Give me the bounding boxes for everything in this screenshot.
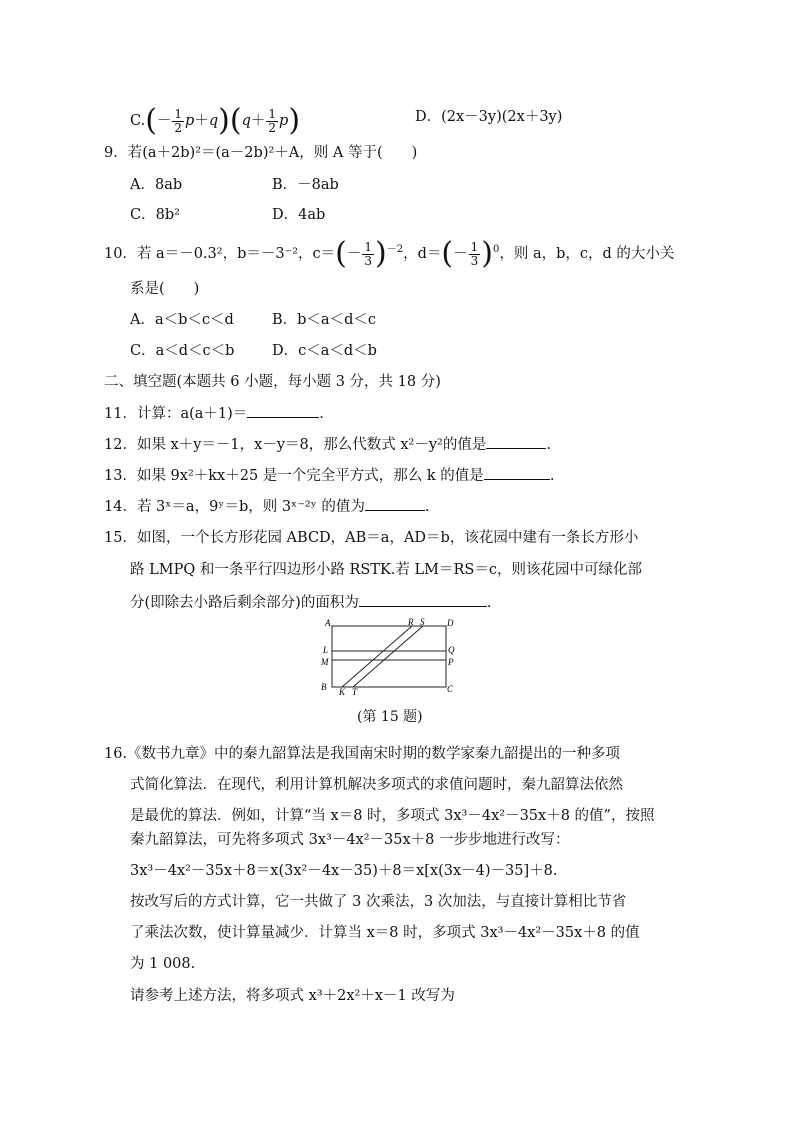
label-b: B bbox=[321, 682, 327, 692]
label-k: K bbox=[339, 687, 346, 696]
q16-line4: 秦九韶算法，可先将多项式 3x³－4x²－35x＋8 一步步地进行改写： bbox=[130, 832, 570, 848]
label-t: T bbox=[352, 687, 358, 696]
label-c: C bbox=[447, 684, 454, 694]
q16-line6: 按改写后的方式计算，它一共做了 3 次乘法，3 次加法，与直接计算相比节省 bbox=[130, 894, 627, 910]
q9-option-a: A．8ab bbox=[130, 177, 183, 193]
garden-figure bbox=[316, 616, 466, 696]
label-r: R bbox=[408, 617, 414, 627]
q10-stem-mid: ，d＝ bbox=[403, 246, 442, 262]
path-line-ts bbox=[353, 626, 423, 687]
q16-line3: 是最优的算法．例如，计算“当 x＝8 时，多项式 3x³－4x²－35x＋8 的值”，按照 bbox=[130, 808, 655, 824]
paren-close: ) bbox=[375, 236, 387, 271]
q12-end: . bbox=[546, 437, 551, 453]
q16-line2: 式简化算法．在现代，利用计算机解决多项式的求值问题时，秦九韶算法依然 bbox=[130, 777, 623, 793]
q10-option-d: D．c＜a＜d＜b bbox=[272, 343, 377, 359]
q10-stem: 10．若 a＝－0.3²，b＝－3⁻²，c＝(－ $\frac{1}{3}$ )$^{-2}$，d＝(－ $\frac{1}{3}$ )$^0$，则 a，b，c，d 的大小关 bbox=[104, 236, 675, 271]
path-line-kr bbox=[342, 626, 412, 687]
label-d: D bbox=[447, 618, 454, 628]
q15-line3-text: 分(即除去小路后剩余部分)的面积为 bbox=[130, 595, 359, 611]
answer-blank[interactable] bbox=[247, 403, 319, 418]
fraction-third: $\frac{1}{3}$ bbox=[364, 239, 373, 268]
q10-option-b: B．b＜a＜d＜c bbox=[272, 312, 376, 328]
answer-blank[interactable] bbox=[365, 496, 425, 511]
q10-line2: 系是( ) bbox=[130, 281, 200, 297]
paren-close: ) bbox=[481, 236, 493, 271]
fraction-third: $\frac{1}{3}$ bbox=[470, 239, 479, 268]
paren-close: ) bbox=[218, 103, 230, 138]
garden-rect bbox=[332, 626, 446, 687]
label-a: A bbox=[325, 618, 331, 628]
fraction-half: $\frac{1}{2}$ bbox=[174, 106, 183, 135]
q13 bbox=[104, 465, 554, 486]
q8-c-label: C. bbox=[130, 113, 146, 129]
q10-option-a: A．a＜b＜c＜d bbox=[130, 312, 234, 328]
q16-line8: 为 1 008. bbox=[130, 956, 196, 972]
q15-line3 bbox=[130, 592, 491, 613]
q11-end: . bbox=[319, 406, 324, 422]
answer-blank[interactable] bbox=[486, 434, 546, 449]
q16-line1: 16.《数书九章》中的秦九韶算法是我国南宋时期的数学家秦九韶提出的一种多项 bbox=[104, 746, 621, 762]
paren-open: ( bbox=[145, 103, 157, 138]
q15-end: . bbox=[486, 595, 492, 611]
q11 bbox=[104, 403, 324, 424]
q13-text: 13．如果 9x²＋kx＋25 是一个完全平方式，那么 k 的值是 bbox=[104, 468, 484, 484]
paren-close: ) bbox=[288, 103, 301, 138]
q9-option-b: B．－8ab bbox=[272, 177, 339, 193]
q16-line9: 请参考上述方法，将多项式 x³＋2x²＋x－1 改写为 bbox=[130, 988, 455, 1004]
q15-line2: 路 LMPQ 和一条平行四边形小路 RSTK.若 LM＝RS＝c，则该花园中可绿化部 bbox=[130, 562, 642, 578]
paren-open: ( bbox=[441, 236, 454, 271]
q8-option-d: D．(2x－3y)(2x＋3y) bbox=[415, 109, 563, 125]
q12-text: 12．如果 x＋y＝－1，x－y＝8，那么代数式 x²－y²的值是 bbox=[104, 437, 487, 453]
q16-line5: 3x³－4x²－35x＋8＝x(3x²－4x－35)＋8＝x[x(3x－4)－35]＋8. bbox=[130, 863, 558, 879]
q9-stem: 9．若(a＋2b)²＝(a－2b)²＋A，则 A 等于( ) bbox=[104, 145, 418, 161]
q14-end: . bbox=[424, 499, 430, 515]
q9-option-d: D．4ab bbox=[272, 207, 326, 223]
paren-open: ( bbox=[229, 103, 242, 138]
figure-caption: (第 15 题) bbox=[357, 709, 423, 725]
answer-blank[interactable] bbox=[359, 592, 487, 607]
q9-option-c: C．8b² bbox=[130, 207, 180, 223]
q10-stem-start: 10．若 a＝－0.3²，b＝－3⁻²，c＝ bbox=[104, 246, 336, 262]
label-q: Q bbox=[448, 645, 455, 655]
label-m: M bbox=[321, 657, 329, 667]
q13-end: . bbox=[549, 468, 555, 484]
fraction-half: $\frac{1}{2}$ bbox=[268, 106, 277, 135]
label-s: S bbox=[420, 617, 425, 627]
label-p: P bbox=[448, 657, 454, 667]
q12 bbox=[104, 434, 551, 455]
q10-option-c: C．a＜d＜c＜b bbox=[130, 343, 235, 359]
q10-stem-end: ，则 a，b，c，d 的大小关 bbox=[499, 246, 675, 262]
paren-open: ( bbox=[335, 236, 347, 271]
q15-line1: 15．如图，一个长方形花园 ABCD，AB＝a，AD＝b，该花园中建有一条长方形小 bbox=[104, 530, 639, 546]
section-title: 二、填空题(本题共 6 小题，每小题 3 分，共 18 分) bbox=[104, 374, 441, 390]
q14 bbox=[104, 496, 430, 517]
q16-line7: 了乘法次数，使计算量减少．计算当 x＝8 时，多项式 3x³－4x²－35x＋8 的值 bbox=[130, 925, 640, 941]
label-l: L bbox=[323, 645, 329, 655]
q14-text: 14．若 3ˣ＝a，9ʸ＝b，则 3ˣ⁻²ʸ 的值为 bbox=[104, 499, 365, 515]
answer-blank[interactable] bbox=[484, 465, 550, 480]
q11-text: 11．计算：a(a＋1)＝ bbox=[104, 406, 248, 422]
q8-option-c: C.(－ $\frac{1}{2}$ p＋q)(q＋ $\frac{1}{2}$ p) bbox=[130, 103, 301, 138]
